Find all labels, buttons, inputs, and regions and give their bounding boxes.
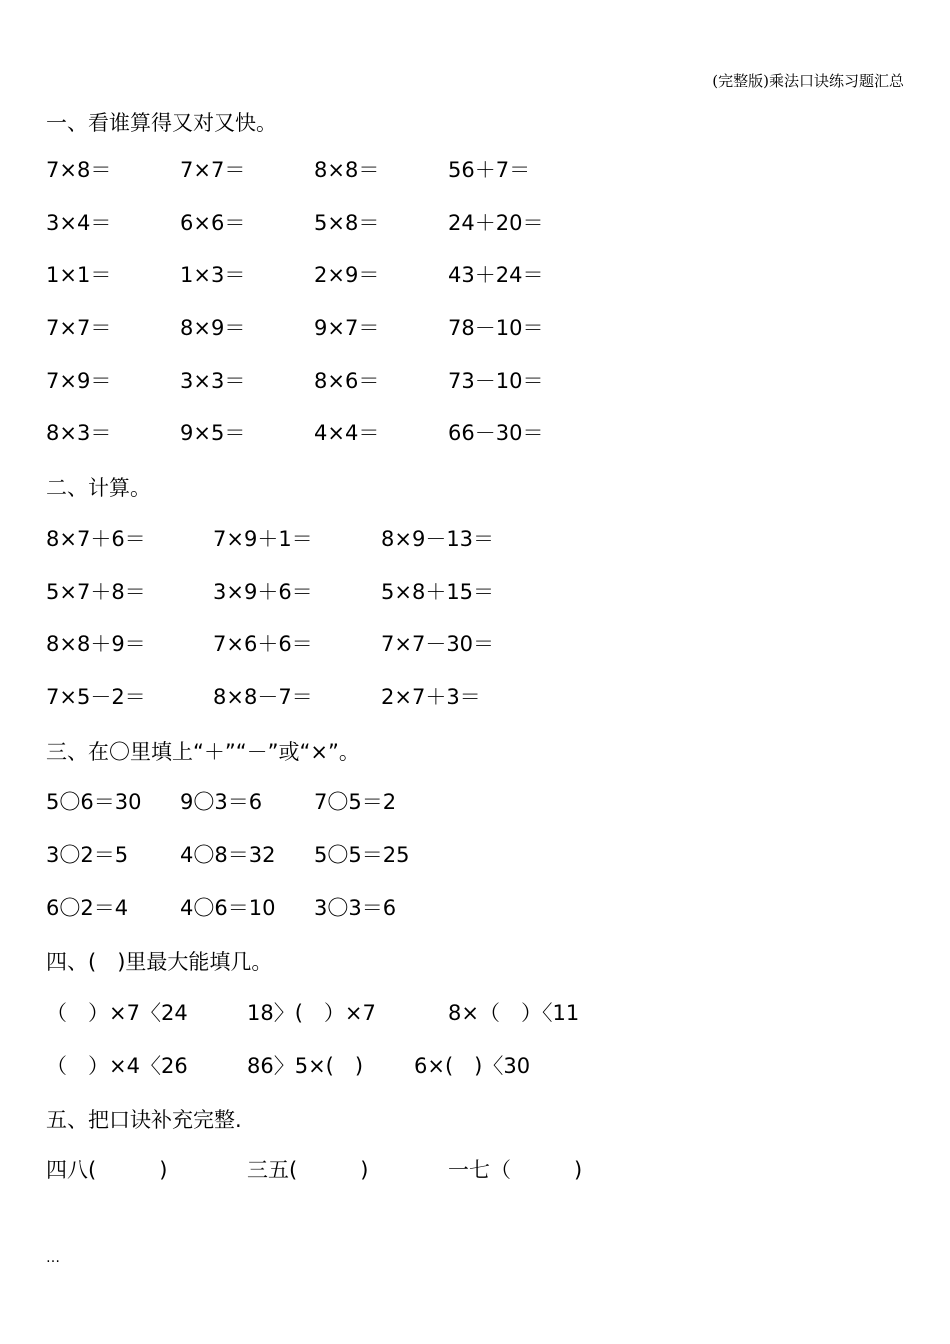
problem: 8×6＝ [314, 369, 380, 393]
problem-row [0, 840, 950, 870]
problem: 8×9－13＝ [381, 527, 495, 551]
problem-row [0, 260, 950, 290]
problem: 8×8＝ [314, 158, 380, 182]
problem-row [0, 524, 950, 554]
problem: 1×1＝ [46, 263, 112, 287]
problem: 8×（ ）〈11 [448, 1001, 580, 1025]
problem-row [0, 629, 950, 659]
problem-row [0, 366, 950, 396]
problem: 24＋20＝ [448, 211, 544, 235]
section4-title: 四、( )里最大能填几。 [46, 950, 273, 974]
problem-row [0, 787, 950, 817]
problem: 2×7＋3＝ [381, 685, 481, 709]
problem: 56＋7＝ [448, 158, 531, 182]
problem-row [0, 893, 950, 923]
section3-title: 三、在〇里填上“＋”“－”或“×”。 [46, 740, 360, 764]
problem: 7×9＝ [46, 369, 112, 393]
problem: 9〇3＝6 [180, 790, 263, 814]
problem-row [0, 998, 950, 1028]
problem: 3×4＝ [46, 211, 112, 235]
problem: 8×3＝ [46, 421, 112, 445]
section1-title: 一、看谁算得又对又快。 [46, 111, 277, 135]
problem: 4〇6＝10 [180, 896, 276, 920]
rhyme-item: 一七（ ) [448, 1158, 583, 1182]
problem: 4×4＝ [314, 421, 380, 445]
problem: 7〇5＝2 [314, 790, 397, 814]
problem: 5〇6＝30 [46, 790, 142, 814]
problem: 7×6＋6＝ [213, 632, 313, 656]
problem: 6×6＝ [180, 211, 246, 235]
section2-title: 二、计算。 [46, 476, 151, 500]
problem: 66－30＝ [448, 421, 544, 445]
problem: 2×9＝ [314, 263, 380, 287]
problem: 5×7＋8＝ [46, 580, 146, 604]
problem: 7×7－30＝ [381, 632, 495, 656]
problem: 7×5－2＝ [46, 685, 146, 709]
problem-row [0, 577, 950, 607]
section5-title: 五、把口诀补充完整. [46, 1108, 242, 1132]
page-footer: … [46, 1250, 60, 1266]
problem: 5×8＝ [314, 211, 380, 235]
problem: （ ）×7〈24 [46, 1001, 188, 1025]
problem: 7×7＝ [46, 316, 112, 340]
problem: 1×3＝ [180, 263, 246, 287]
problem-row [0, 1051, 950, 1081]
problem: 3〇3＝6 [314, 896, 397, 920]
problem: 7×7＝ [180, 158, 246, 182]
problem: 9×5＝ [180, 421, 246, 445]
problem-row [0, 313, 950, 343]
problem: （ ）×4〈26 [46, 1054, 188, 1078]
problem: 7×8＝ [46, 158, 112, 182]
problem: 5×8＋15＝ [381, 580, 495, 604]
problem: 86〉5×( ) [247, 1054, 364, 1078]
problem: 8×8＋9＝ [46, 632, 146, 656]
problem: 9×7＝ [314, 316, 380, 340]
problem: 73－10＝ [448, 369, 544, 393]
problem: 5〇5＝25 [314, 843, 410, 867]
problem: 6×( )〈30 [414, 1054, 531, 1078]
problem: 7×9＋1＝ [213, 527, 313, 551]
problem: 18〉( ）×7 [247, 1001, 376, 1025]
problem: 8×9＝ [180, 316, 246, 340]
section5-row [0, 1155, 950, 1185]
rhyme-item: 三五( ) [247, 1158, 369, 1182]
problem-row [0, 155, 950, 185]
problem: 43＋24＝ [448, 263, 544, 287]
problem: 3〇2＝5 [46, 843, 129, 867]
problem-row [0, 682, 950, 712]
problem-row [0, 208, 950, 238]
problem: 6〇2＝4 [46, 896, 129, 920]
problem: 8×7＋6＝ [46, 527, 146, 551]
rhyme-item: 四八( ) [46, 1158, 168, 1182]
problem: 3×3＝ [180, 369, 246, 393]
problem: 4〇8＝32 [180, 843, 276, 867]
problem: 8×8－7＝ [213, 685, 313, 709]
page-header: (完整版)乘法口诀练习题汇总 [712, 72, 904, 90]
problem: 3×9＋6＝ [213, 580, 313, 604]
problem-row [0, 418, 950, 448]
problem: 78－10＝ [448, 316, 544, 340]
